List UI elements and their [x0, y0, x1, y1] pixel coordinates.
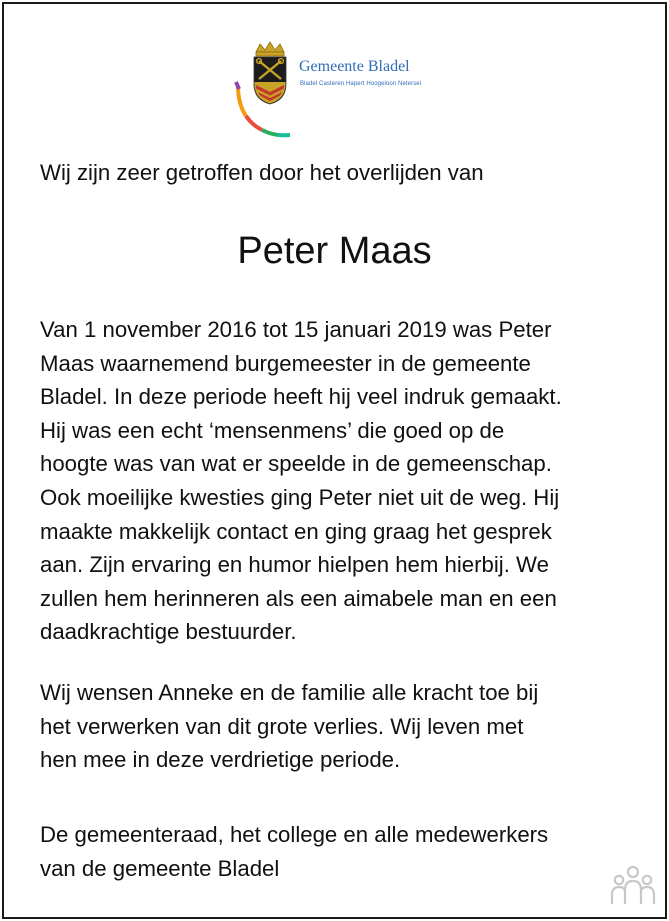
municipality-logo	[234, 40, 454, 140]
text-line: zullen hem herinneren als een aimabele man en een	[40, 585, 557, 611]
text-line: maakte makkelijk contact en ging graag het gesprek	[40, 518, 552, 544]
text-line: Hij was een echt ‘mensenmens’ die goed op de	[40, 417, 505, 443]
paragraph-condolence	[40, 676, 640, 777]
paragraph-tribute	[40, 313, 640, 649]
people-group-icon	[608, 864, 658, 908]
text-line: aan. Zijn ervaring en humor hielpen hem hierbij. We	[40, 552, 549, 578]
intro-line: Wij zijn zeer getroffen door het overlijden van	[40, 160, 484, 185]
text-line: Wij wensen Anneke en de familie alle kracht toe bij	[40, 680, 539, 705]
text-line: het verwerken van dit grote verlies. Wij leven met	[40, 713, 524, 739]
text-line: De gemeenteraad, het college en alle medewerkers	[40, 822, 549, 847]
text-line: van de gemeente Bladel	[40, 855, 280, 881]
logo-name: Gemeente Bladel	[299, 58, 410, 75]
logo-subtitle: Bladel Casteren Hapert Hoogeloon Netersel	[300, 81, 422, 87]
text-line: Ook moeilijke kwesties ging Peter niet uit de weg. Hij	[40, 484, 560, 510]
signature	[40, 818, 640, 885]
text-line: Van 1 november 2016 tot 15 januari 2019 was Peter	[40, 317, 552, 342]
crest-icon	[234, 40, 454, 140]
text-line: Maas waarnemend burgemeester in de gemeente	[40, 350, 531, 376]
text-line: hoogte was van wat er speelde in de gemeenschap.	[40, 451, 552, 477]
text-line: daadkrachtige bestuurder.	[40, 619, 297, 645]
text-line: Bladel. In deze periode heeft hij veel indruk gemaakt.	[40, 384, 562, 410]
text-line: hen mee in deze verdrietige periode.	[40, 747, 401, 773]
deceased-name: Peter Maas	[237, 230, 432, 272]
